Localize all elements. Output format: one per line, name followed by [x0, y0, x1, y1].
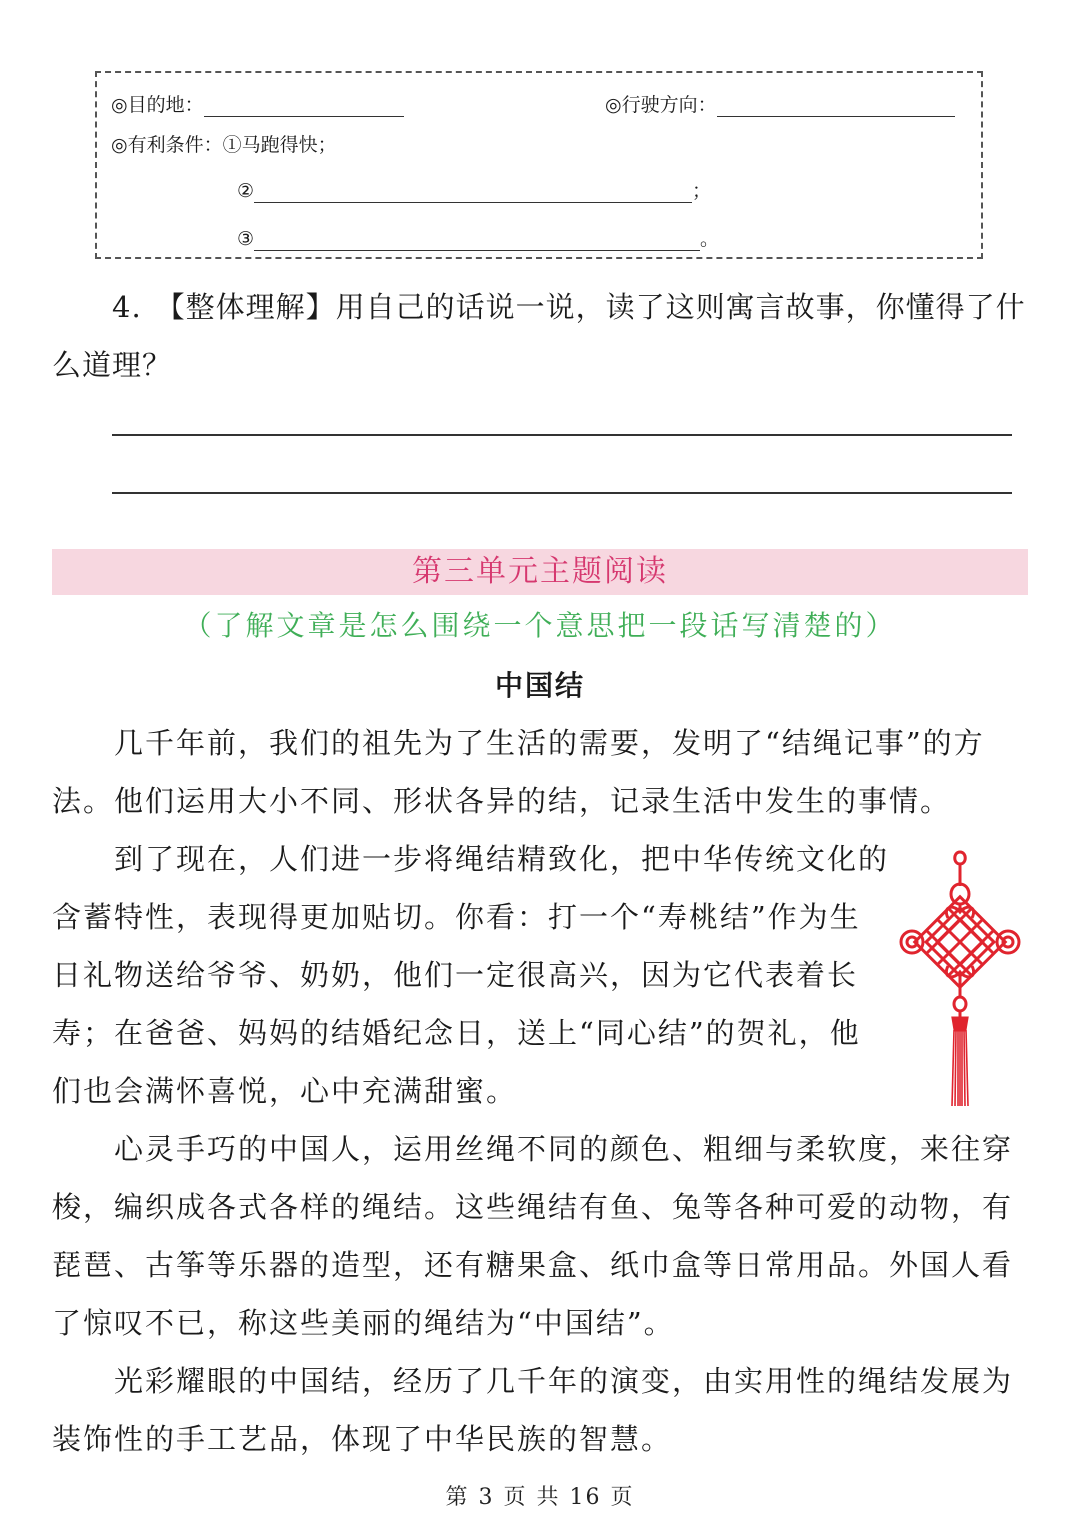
direction-label: ◎行驶方向： — [605, 94, 717, 116]
article-paragraph-3: 心灵手巧的中国人，运用丝绳不同的颜色、粗细与柔软度，来往穿梭，编织成各式各样的绳结。这些绳结有鱼、兔等各种可爱的动物，有琵琶、古筝等乐器的造型，还有糖果盒、纸巾盒等日常用品。外国人看了惊叹不已，称这些美丽的绳结为“中国结”。 — [52, 1132, 1014, 1340]
condition-2-row — [237, 179, 711, 203]
answer-box — [95, 71, 983, 259]
destination-label: ◎目的地： — [111, 94, 204, 116]
question-4 — [52, 278, 1032, 394]
condition-3-end: 。 — [700, 228, 720, 250]
condition-3-row — [237, 227, 719, 251]
condition-2-marker: ② — [237, 180, 255, 202]
direction-blank[interactable] — [717, 96, 955, 117]
condition-3-marker: ③ — [237, 228, 255, 250]
article-paragraph-2: 到了现在，人们进一步将绳结精致化，把中华传统文化的含蓄特性，表现得更加贴切。你看：打一个“寿桃结”作为生日礼物送给爷爷、奶奶，他们一定很高兴，因为它代表着长寿；在爸爸、妈妈的结婚纪念日，送上“同心结”的贺礼，他们也会满怀喜悦，心中充满甜蜜。 — [52, 842, 890, 1108]
destination-blank[interactable] — [204, 96, 404, 117]
page-footer: 第 3 页 共 16 页 — [445, 1485, 635, 1510]
condition-2-end: ； — [692, 180, 712, 202]
conditions-row — [111, 133, 337, 157]
condition-2-blank[interactable] — [254, 182, 692, 203]
answer-line-2[interactable] — [112, 492, 1012, 494]
question-4-text: 【整体理解】用自己的话说一说，读了这则寓言故事，你懂得了什么道理？ — [52, 290, 1026, 382]
section-banner: 第三单元主题阅读 — [52, 549, 1028, 595]
destination-row — [111, 93, 404, 117]
condition-3-blank[interactable] — [254, 230, 700, 251]
article-paragraph-4: 光彩耀眼的中国结，经历了几千年的演变，由实用性的绳结发展为装饰性的手工艺品，体现了中华民族的智慧。 — [52, 1364, 1014, 1456]
chinese-knot-illustration — [898, 848, 1022, 1110]
conditions-label: ◎有利条件：①马跑得快； — [111, 134, 337, 156]
question-4-number: 4. — [112, 290, 142, 324]
answer-line-1[interactable] — [112, 434, 1012, 436]
section-subtitle: （了解文章是怎么围绕一个意思把一段话写清楚的） — [183, 609, 897, 642]
direction-row — [605, 93, 955, 117]
article-title: 中国结 — [494, 669, 585, 702]
article-paragraph-1: 几千年前，我们的祖先为了生活的需要，发明了“结绳记事”的方法。他们运用大小不同、形状各异的结，记录生活中发生的事情。 — [52, 726, 985, 818]
